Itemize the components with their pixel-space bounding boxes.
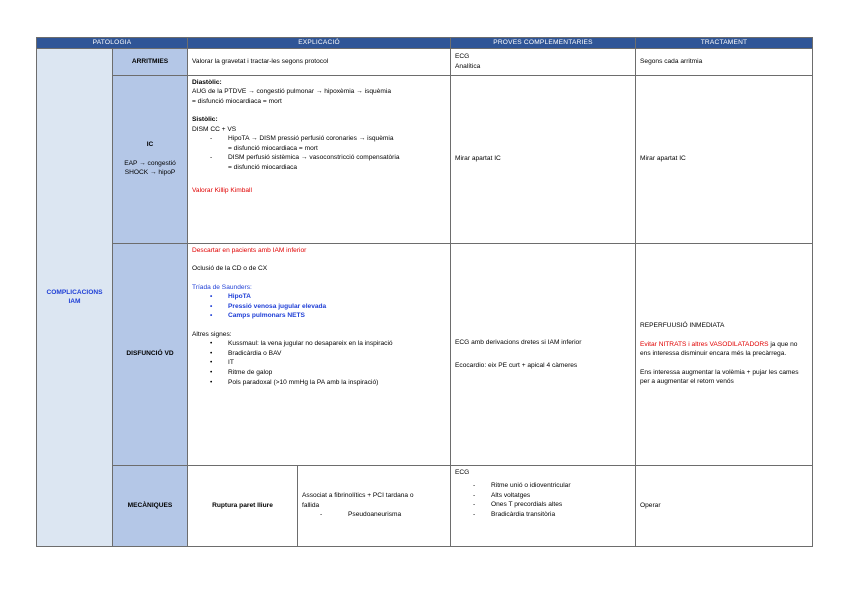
mec-proves-list — [455, 481, 631, 519]
vd-explicacio — [188, 243, 451, 465]
vd-tract-p1 — [640, 340, 808, 359]
vd-proves-l2: Ecocardio: eix PE curt + apical 4 càmeres — [455, 362, 578, 370]
header-explicacio: EXPLICACIÓ — [188, 38, 451, 49]
vd-altres-list — [192, 339, 446, 387]
vd-tract-red2: NITRATS — [658, 340, 687, 348]
row-vd — [37, 243, 813, 465]
list-item: - Ritme unió o idioventricular — [455, 481, 631, 491]
ic-sistolic-item2-l2: = disfunció miocardiaca — [228, 163, 298, 171]
mec-explicacio — [188, 465, 451, 546]
vd-triada-title: Tríada de Saunders: — [192, 283, 252, 291]
arritmies-proves-l1: ECG — [455, 53, 470, 60]
list-item: • Kussmaul: la vena jugular no desapareix en la inspiració — [192, 339, 446, 349]
mec-proves — [451, 465, 636, 546]
list-item: - Pseudoaneurisma — [302, 510, 446, 520]
vd-proves-l1: ECG amb derivacions dretes si IAM inferior — [455, 338, 582, 346]
mec-ruptura: Ruptura paret lliure — [188, 466, 298, 546]
vd-proves — [451, 243, 636, 465]
ic-sistolic-item2-l1: - DISM perfusió sistèmica → vasoconstricció compensatòria — [228, 154, 400, 162]
ic-sistolic-l1: DISM CC + VS — [192, 125, 237, 133]
list-item: • HipoTA — [192, 292, 446, 302]
ic-diastolic-l1: AUG de la PTDVE → congestió pulmonar → hipoxèmia → isquèmia — [192, 88, 391, 96]
vd-oclusio: Oclusió de la CD o de CX — [192, 265, 268, 273]
ic-name-cell — [113, 75, 188, 243]
category-line2: IAM — [68, 298, 81, 306]
ic-sistolic-title: Sistòlic: — [192, 116, 218, 124]
arritmies-tractament: Segons cada arritmia — [636, 48, 813, 75]
category-line1: COMPLICACIONS — [46, 288, 103, 296]
ic-shock: SHOCK → hipoP — [124, 169, 176, 177]
ic-explicacio — [188, 75, 451, 243]
ic-eap: EAP → congestió — [124, 159, 176, 167]
mec-assoc-l1: Associat a fibrinolítics + PCI tardana o — [302, 492, 414, 500]
header-patologia: PATOLOGIA — [37, 38, 188, 49]
vd-altres-title: Altres signes: — [192, 330, 232, 338]
mec-proves-title: ECG — [455, 468, 470, 476]
list-item: • Pols paradoxal (>10 mmHg la PA amb la inspiració) — [192, 378, 446, 388]
vd-tract-red3: i altres — [686, 340, 710, 348]
list-item: - Ones T precordials altes — [455, 500, 631, 510]
vd-descartar: Descartar en pacients amb IAM inferior — [192, 246, 307, 254]
list-item — [192, 153, 446, 172]
list-item: • Bradicàrdia o BAV — [192, 349, 446, 359]
vd-tractament — [636, 243, 813, 465]
ic-name: IC — [146, 141, 154, 149]
mec-assoc — [298, 466, 450, 546]
ic-tractament: Mirar apartat IC — [636, 75, 813, 243]
row-ic — [37, 75, 813, 243]
vd-name: DISFUNCIÓ VD — [113, 243, 188, 465]
mec-name: MECÀNIQUES — [113, 465, 188, 546]
ic-diastolic-l2: = disfunció miocardiaca = mort — [192, 97, 282, 105]
arritmies-name: ARRITMIES — [113, 48, 188, 75]
header-tractament: TRACTAMENT — [636, 38, 813, 49]
mec-tractament: Operar — [636, 465, 813, 546]
row-mec — [37, 465, 813, 546]
complications-table — [36, 37, 813, 547]
ic-sistolic-item1-l2: = disfunció miocardiaca = mort — [228, 144, 318, 152]
arritmies-explicacio: Valorar la gravetat i tractar-les segons protocol — [188, 48, 451, 75]
vd-triada-list — [192, 292, 446, 321]
list-item: - Bradicàrdia transitòria — [455, 510, 631, 520]
vd-tract-p2: Ens interessa augmentar la volèmia + pujar les cames per a augmentar el retorn venós — [640, 368, 799, 386]
arritmies-proves — [451, 48, 636, 75]
list-item: • Camps pulmonars NETS — [192, 311, 446, 321]
header-proves: PROVES COMPLEMENTARIES — [451, 38, 636, 49]
ic-diastolic-title: Diastòlic: — [192, 78, 222, 86]
list-item — [192, 134, 446, 153]
vd-tract-black1: ja que no ens interessa disminuir encara més la precàrrega. — [640, 340, 798, 358]
vd-tract-red4: VASODILATADORS — [709, 340, 769, 348]
ic-proves: Mirar apartat IC — [451, 75, 636, 243]
list-item: - Alts voltatges — [455, 491, 631, 501]
vd-tract-red1: Evitar — [640, 340, 659, 348]
list-item: • Pressió venosa jugular elevada — [192, 302, 446, 312]
ic-sistolic-item1-l1: - HipoTA → DISM pressió perfusió coronaries → isquèmia — [228, 135, 394, 143]
ic-killip: Valorar Killip Kimball — [192, 187, 252, 195]
vd-tract-title: REPERFUUSIÓ INMEDIATA — [640, 322, 725, 330]
list-item: • IT — [192, 358, 446, 368]
row-arritmies — [37, 48, 813, 75]
ic-sistolic-list — [192, 134, 446, 172]
mec-assoc-list — [302, 510, 446, 520]
header-row — [37, 38, 813, 49]
mec-assoc-l2: fallida — [302, 501, 320, 509]
category-cell — [37, 48, 113, 546]
list-item: • Ritme de galop — [192, 368, 446, 378]
arritmies-proves-l2: Analítica — [455, 62, 481, 70]
